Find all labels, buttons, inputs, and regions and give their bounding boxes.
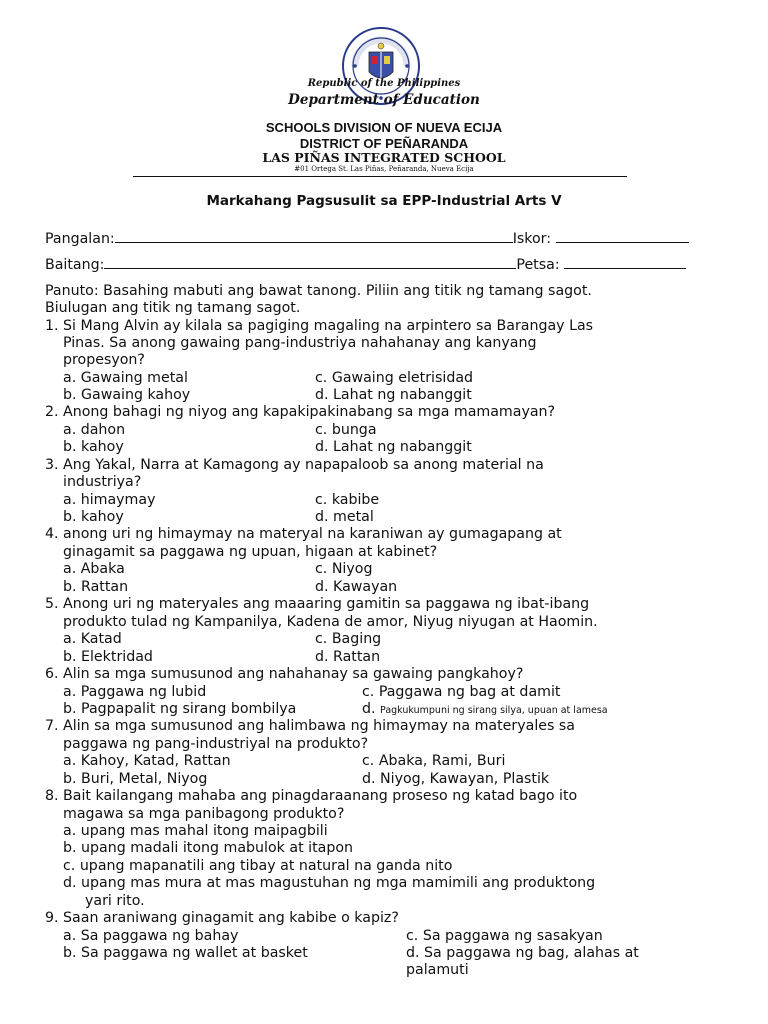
question-5-line-2: produkto tulad ng Kampanilya, Kadena de amor, Niyug niyugan at Haomin. <box>63 614 598 630</box>
question-8-choice-a[interactable]: a. upang mas mahal itong maipagbili <box>63 823 328 839</box>
instructions-line-2: Biulugan ang titik ng tamang sagot. <box>45 300 301 316</box>
question-8-line-1: 8. Bait kailangang mahaba ang pinagdaraanang proseso ng katad bago ito <box>45 788 578 804</box>
question-4-choice-b[interactable]: b. Rattan <box>63 579 129 595</box>
name-blank[interactable] <box>115 229 513 243</box>
question-9-choice-d[interactable]: d. Sa paggawa ng bag, alahas at <box>406 945 639 961</box>
question-2-choice-a[interactable]: a. dahon <box>63 422 126 438</box>
score-label: Iskor: <box>512 231 552 247</box>
question-1-choice-d[interactable]: d. Lahat ng nabanggit <box>315 387 472 403</box>
question-6-choice-a[interactable]: a. Paggawa ng lubid <box>63 684 207 700</box>
question-8-choice-d-cont: yari rito. <box>85 893 145 909</box>
question-4-line-2: ginagamit sa paggawa ng upuan, higaan at kabinet? <box>63 544 438 560</box>
republic-line: Republic of the Philippines <box>307 78 461 89</box>
question-8-choice-b[interactable]: b. upang madali itong mabulok at itapon <box>63 840 354 856</box>
question-3-line-2: industriya? <box>63 474 142 490</box>
question-3-line-1: 3. Ang Yakal, Narra at Kamagong ay napapaloob sa anong material na <box>45 457 544 473</box>
header-divider <box>133 176 627 177</box>
question-4-line-1: 4. anong uri ng himaymay na materyal na karaniwan ay gumagapang at <box>45 526 562 542</box>
question-8-choice-c[interactable]: c. upang mapanatili ang tibay at natural na ganda nito <box>63 858 453 874</box>
question-6-choice-c[interactable]: c. Paggawa ng bag at damit <box>362 684 561 700</box>
district-line: DISTRICT OF PEÑARANDA <box>299 136 469 151</box>
question-7-line-2: paggawa ng pang-industriyal na produkto? <box>63 736 369 752</box>
question-7-choice-c[interactable]: c. Abaka, Rami, Buri <box>362 753 506 769</box>
question-7-line-1: 7. Alin sa mga sumusunod ang halimbawa ng himaymay na materyales sa <box>45 718 575 734</box>
question-3-choice-b[interactable]: b. kahoy <box>63 509 124 525</box>
question-1-choice-b[interactable]: b. Gawaing kahoy <box>63 387 191 403</box>
question-3-choice-d[interactable]: d. metal <box>315 509 374 525</box>
question-6-line-1: 6. Alin sa mga sumusunod ang nahahanay sa gawaing pangkahoy? <box>45 666 524 682</box>
department-line: Department of Education <box>288 92 480 108</box>
question-6-choice-d-text: Pagkukumpuni ng sirang silya, upuan at lamesa <box>380 705 608 716</box>
question-6-choice-d-letter: d. <box>362 701 376 717</box>
date-blank[interactable] <box>564 255 686 269</box>
question-8-line-2: magawa sa mga panibagong produkto? <box>63 806 345 822</box>
question-9-choice-d-cont: palamuti <box>406 962 469 978</box>
question-9-choice-a[interactable]: a. Sa paggawa ng bahay <box>63 928 239 944</box>
question-4-choice-a[interactable]: a. Abaka <box>63 561 125 577</box>
name-label: Pangalan: <box>45 231 115 247</box>
question-4-choice-c[interactable]: c. Niyog <box>315 561 373 577</box>
question-5-choice-b[interactable]: b. Elektridad <box>63 649 153 665</box>
instructions-line-1: Panuto: Basahing mabuti ang bawat tanong. Piliin ang titik ng tamang sagot. <box>45 283 592 299</box>
question-2-choice-d[interactable]: d. Lahat ng nabanggit <box>315 439 472 455</box>
question-1-choice-a[interactable]: a. Gawaing metal <box>63 370 188 386</box>
question-6-choice-d[interactable] <box>362 701 608 719</box>
question-1-line-3: propesyon? <box>63 352 145 368</box>
score-blank[interactable] <box>556 229 689 243</box>
division-line: SCHOOLS DIVISION OF NUEVA ECIJA <box>265 120 503 135</box>
question-6-choice-b[interactable]: b. Pagpapalit ng sirang bombilya <box>63 701 297 717</box>
question-2-choice-c[interactable]: c. bunga <box>315 422 377 438</box>
question-4-choice-d[interactable]: d. Kawayan <box>315 579 398 595</box>
school-name: LAS PIÑAS INTEGRATED SCHOOL <box>262 150 506 165</box>
question-9-choice-b[interactable]: b. Sa paggawa ng wallet at basket <box>63 945 308 961</box>
question-5-choice-d[interactable]: d. Rattan <box>315 649 381 665</box>
exam-title: Markahang Pagsusulit sa EPP-Industrial Arts V <box>206 193 562 209</box>
question-5-line-1: 5. Anong uri ng materyales ang maaaring gamitin sa paggawa ng ibat-ibang <box>45 596 590 612</box>
school-address: #01 Ortega St. Las Piñas, Peñaranda, Nueva Ecija <box>294 165 474 173</box>
grade-label: Baitang: <box>45 257 105 273</box>
grade-blank[interactable] <box>104 255 516 269</box>
question-7-choice-a[interactable]: a. Kahoy, Katad, Rattan <box>63 753 231 769</box>
question-2-choice-b[interactable]: b. kahoy <box>63 439 124 455</box>
question-5-choice-a[interactable]: a. Katad <box>63 631 122 647</box>
question-9-line-1: 9. Saan araniwang ginagamit ang kabibe o kapiz? <box>45 910 399 926</box>
date-label: Petsa: <box>516 257 560 273</box>
question-7-choice-d[interactable]: d. Niyog, Kawayan, Plastik <box>362 771 550 787</box>
question-2-line-1: 2. Anong bahagi ng niyog ang kapakipakinabang sa mga mamamayan? <box>45 404 556 420</box>
question-1-line-1: 1. Si Mang Alvin ay kilala sa pagiging magaling na arpintero sa Barangay Las <box>45 318 594 334</box>
question-3-choice-a[interactable]: a. himaymay <box>63 492 156 508</box>
question-5-choice-c[interactable]: c. Baging <box>315 631 382 647</box>
question-7-choice-b[interactable]: b. Buri, Metal, Niyog <box>63 771 208 787</box>
question-1-line-2: Pinas. Sa anong gawaing pang-industriya nahahanay ang kanyang <box>63 335 537 351</box>
question-8-choice-d[interactable]: d. upang mas mura at mas magustuhan ng mga mamimili ang produktong <box>63 875 596 891</box>
name-field <box>45 229 689 248</box>
question-9-choice-c[interactable]: c. Sa paggawa ng sasakyan <box>406 928 603 944</box>
question-1-choice-c[interactable]: c. Gawaing eletrisidad <box>315 370 474 386</box>
grade-field <box>45 255 686 274</box>
question-3-choice-c[interactable]: c. kabibe <box>315 492 380 508</box>
